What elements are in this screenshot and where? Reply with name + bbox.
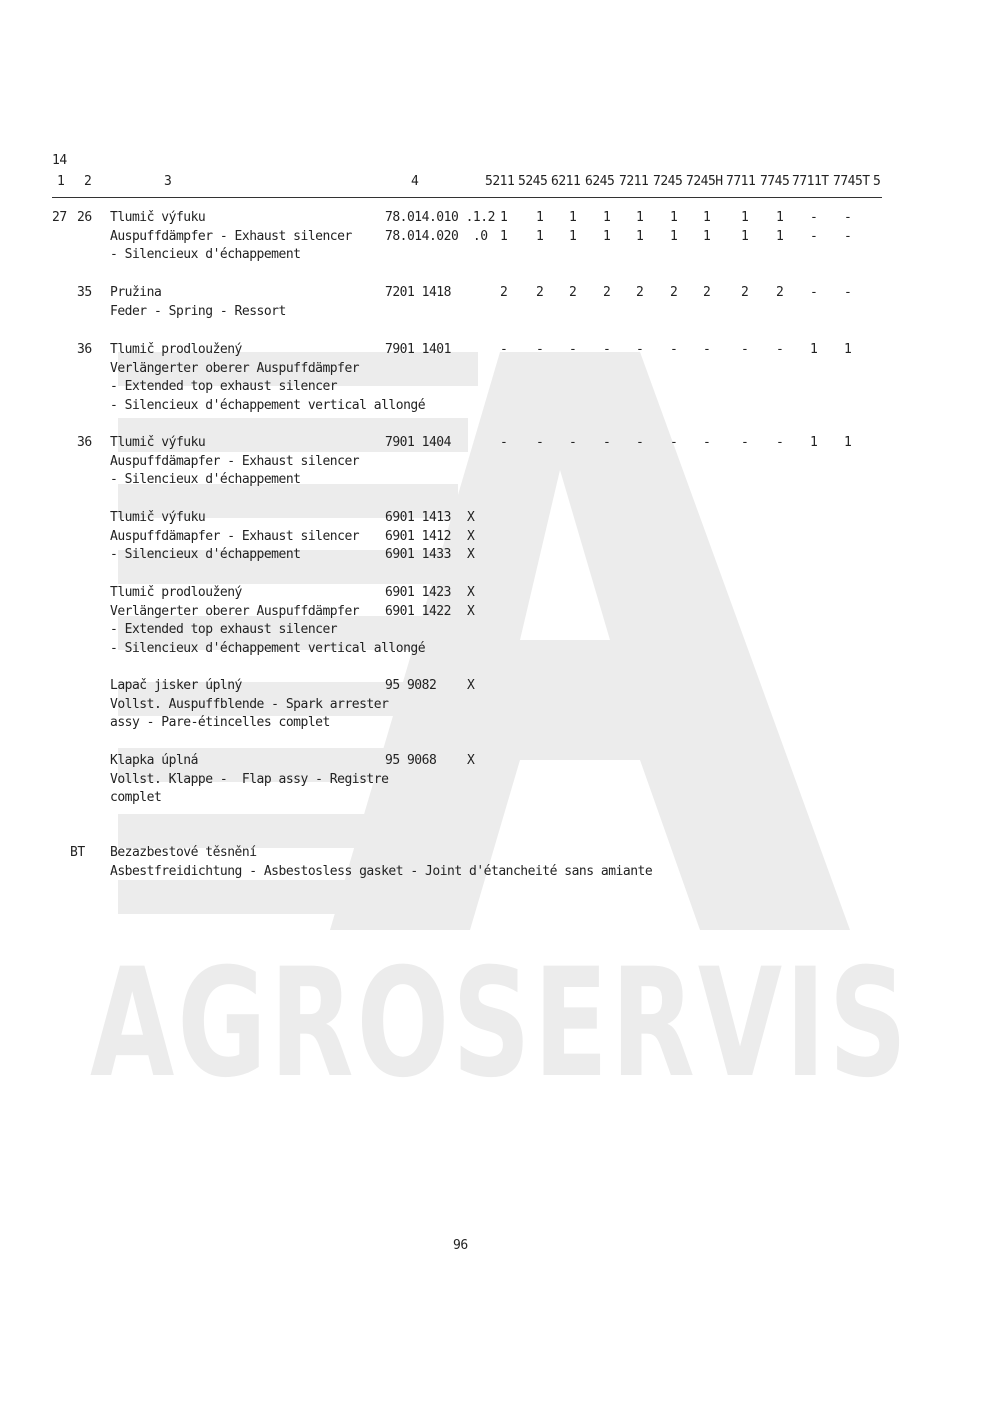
quantity-cell: 2 [776,285,784,300]
quantity-cell: X [467,603,475,619]
quantity-cell: 1 [636,210,644,225]
description-line: Asbestfreidichtung - Asbestosless gasket - Joint d'étancheité sans amiante [110,863,653,879]
quantity-cell: 1 [741,210,749,225]
quantity-cell: 1 [741,228,749,244]
quantity-cell: 1 [536,210,544,225]
quantity-cell: 1 [636,228,644,244]
description-line: - Silencieux d'échappement [110,472,301,488]
sub-position-number: 26 [77,210,92,225]
part-number: 6901 1413 [385,510,451,525]
description-line: - Silencieux d'échappement [110,547,301,563]
description-line: Auspuffdämpfer - Exhaust silencer [110,228,352,244]
part-number: 6901 1423 [385,585,451,600]
quantity-cell: X [467,678,475,693]
quantity-cell: - [500,435,508,450]
sub-position-number: 36 [77,342,92,357]
part-number: 78.014.020 .0 [385,228,488,244]
description-line: Verlängerter oberer Auspuffdämpfer [110,603,360,619]
description-line: - Silencieux d'échappement [110,247,301,263]
description-line: Tlumič výfuku [110,435,206,450]
description-line: - Extended top exhaust silencer [110,622,338,638]
description-line: Tlumič prodloužený [110,585,242,600]
quantity-cell: 1 [810,342,818,357]
description-line: Lapač jisker úplný [110,678,242,693]
quantity-cell: X [467,753,475,768]
quantity-cell: X [467,510,475,525]
part-number: 6901 1433 [385,547,451,563]
quantity-cell: 1 [776,210,784,225]
quantity-cell: 1 [536,228,544,244]
part-number: 7201 1418 [385,285,451,300]
quantity-cell: X [467,547,475,563]
description-line: Tlumič prodloužený [110,342,242,357]
quantity-cell: 1 [670,228,678,244]
quantity-cell: - [703,342,711,357]
quantity-cell: 2 [636,285,644,300]
quantity-cell: 1 [670,210,678,225]
description-line: Auspuffdämapfer - Exhaust silencer [110,528,360,544]
quantity-cell: - [569,435,577,450]
quantity-cell: 2 [603,285,611,300]
quantity-cell: - [670,342,678,357]
quantity-cell: - [810,210,818,225]
quantity-cell: 1 [569,228,577,244]
part-number: 95 9082 [385,678,437,693]
header-divider [52,197,882,198]
quantity-cell: - [500,342,508,357]
quantity-cell: - [844,228,852,244]
column-header: 7211 [619,174,649,189]
quantity-cell: - [810,285,818,300]
sub-position-number: 36 [77,435,92,450]
part-number: 7901 1401 [385,342,451,357]
quantity-cell: 1 [703,210,711,225]
column-header: 6211 [551,174,581,189]
description-line: Feder - Spring - Ressort [110,303,286,319]
column-header: 7245H [686,174,723,189]
quantity-cell: 1 [603,228,611,244]
quantity-cell: - [536,435,544,450]
quantity-cell: 1 [844,342,852,357]
quantity-cell: 1 [776,228,784,244]
description-line: complet [110,790,162,806]
description-line: - Extended top exhaust silencer [110,379,338,395]
description-line: Auspuffdämapfer - Exhaust silencer [110,453,360,469]
part-number: 78.014.010 .1.2 [385,210,495,225]
quantity-cell: 1 [603,210,611,225]
part-number: 7901 1404 [385,435,451,450]
quantity-cell: - [844,210,852,225]
part-number: 6901 1422 [385,603,451,619]
quantity-cell: 2 [670,285,678,300]
quantity-cell: - [603,342,611,357]
page-reference: 14 [52,153,67,168]
description-line: Tlumič výfuku [110,510,206,525]
quantity-cell: 2 [569,285,577,300]
page-number: 96 [453,1238,468,1253]
column-header: 5245 [518,174,548,189]
quantity-cell: - [810,228,818,244]
quantity-cell: 1 [500,228,508,244]
quantity-cell: - [603,435,611,450]
quantity-cell: - [536,342,544,357]
part-number: 95 9068 [385,753,437,768]
column-header: 1 [57,174,65,189]
description-line: Pružina [110,285,162,300]
quantity-cell: - [844,285,852,300]
description-line: - Silencieux d'échappement vertical allongé [110,398,426,414]
column-header: 7711 [726,174,756,189]
quantity-cell: 1 [844,435,852,450]
quantity-cell: - [741,342,749,357]
quantity-cell: 2 [703,285,711,300]
quantity-cell: 1 [500,210,508,225]
quantity-cell: - [636,342,644,357]
description-line: - Silencieux d'échappement vertical allongé [110,641,426,657]
column-header: 5 [873,174,881,189]
quantity-cell: X [467,585,475,600]
watermark-text: AGROSERVIS [90,937,910,1111]
part-number: 6901 1412 [385,528,451,544]
column-header: 6245 [585,174,615,189]
column-header: 3 [164,174,172,189]
quantity-cell: 2 [741,285,749,300]
quantity-cell: - [741,435,749,450]
description-line: Vollst. Auspuffblende - Spark arrester [110,696,389,712]
quantity-cell: 1 [810,435,818,450]
description-line: Vollst. Klappe - Flap assy - Registre [110,771,389,787]
column-header: 7745T [833,174,870,189]
column-header: 7745 [760,174,790,189]
position-number: 27 [52,210,67,225]
quantity-cell: - [776,342,784,357]
quantity-cell: 2 [536,285,544,300]
quantity-cell: - [776,435,784,450]
quantity-cell: - [703,435,711,450]
quantity-cell: - [569,342,577,357]
description-line: Tlumič výfuku [110,210,206,225]
column-header: 7711T [792,174,829,189]
sub-position-number: 35 [77,285,92,300]
position-number: BT [70,845,85,860]
column-header: 7245 [653,174,683,189]
column-header: 2 [84,174,92,189]
quantity-cell: - [670,435,678,450]
description-line: assy - Pare-étincelles complet [110,715,330,731]
quantity-cell: 1 [703,228,711,244]
description-line: Klapka úplná [110,753,198,768]
column-header: 4 [411,174,419,189]
description-line: Verlängerter oberer Auspuffdämpfer [110,360,360,376]
quantity-cell: X [467,528,475,544]
description-line: Bezazbestové těsnění [110,845,257,860]
quantity-cell: - [636,435,644,450]
quantity-cell: 1 [569,210,577,225]
quantity-cell: 2 [500,285,508,300]
column-header: 5211 [485,174,515,189]
